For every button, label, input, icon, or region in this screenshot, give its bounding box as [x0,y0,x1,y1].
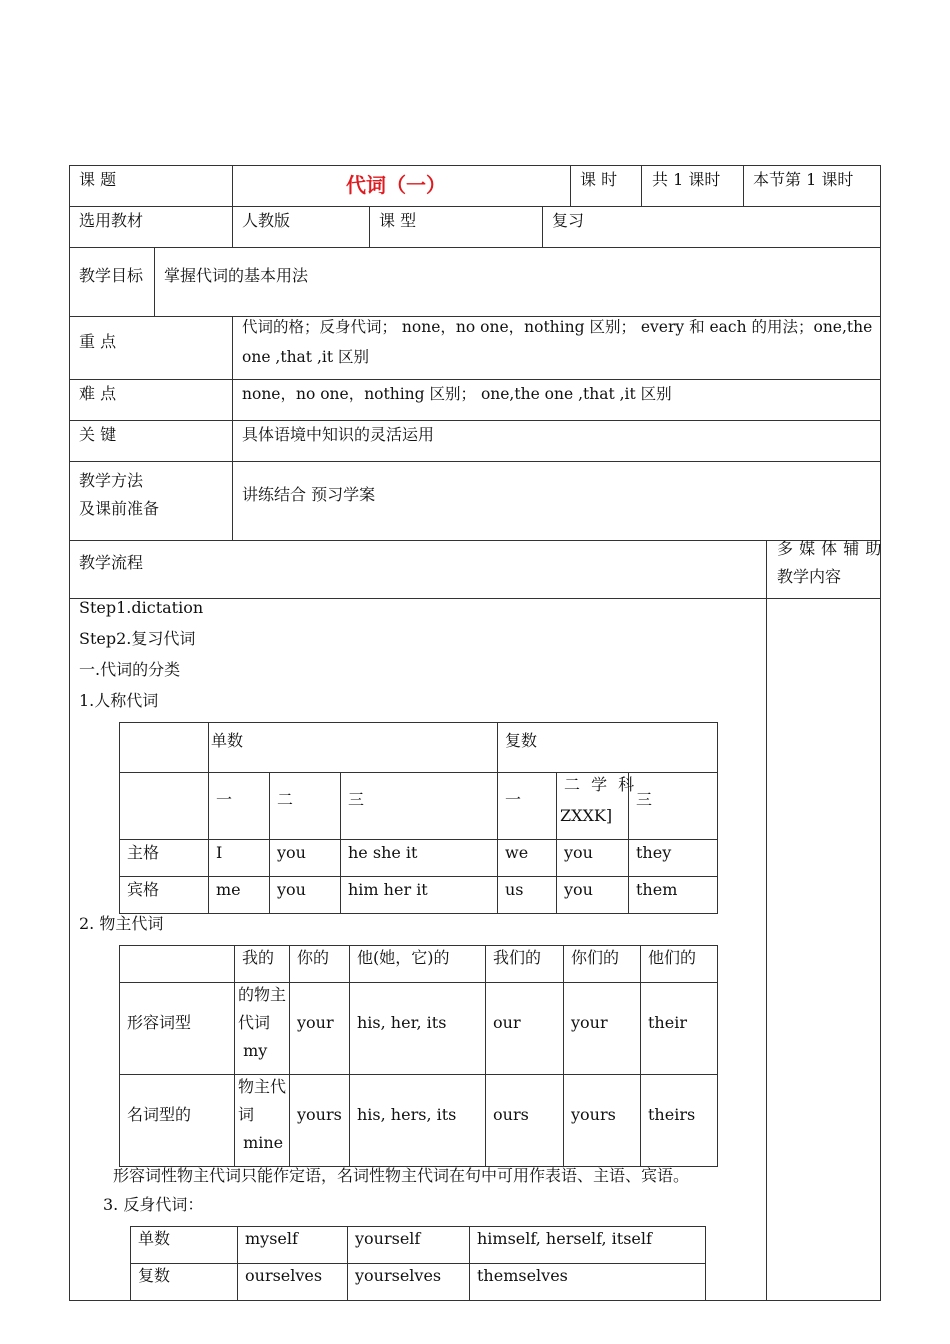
table-cell: his, hers, its [357,1105,457,1124]
key-points-label: 重 点 [79,332,117,351]
method-label-line-2: 及课前准备 [79,499,160,518]
row-label-nominative: 主格 [127,843,160,862]
table-cell: himself, herself, itself [477,1229,652,1248]
possessive-pronouns-heading: 2. 物主代词 [79,914,164,933]
table-cell: you [277,843,306,862]
table-cell: 词 [238,1105,255,1124]
plural-header: 复数 [505,731,538,750]
possessive-header: 他(她，它)的 [357,948,450,967]
table-cell: theirs [648,1105,696,1124]
key-value: 具体语境中知识的灵活运用 [242,425,435,444]
person-header: 二 学 科 [564,775,638,794]
row-label-singular: 单数 [138,1229,171,1248]
table-cell: you [564,843,593,862]
objective-label: 教学目标 [79,266,144,285]
table-cell: mine [238,1133,284,1152]
lesson-type-value: 复习 [552,211,585,230]
person-header: 一 [216,790,233,809]
possessive-header: 你们的 [571,948,620,967]
table-cell: he she it [348,843,418,862]
table-cell: your [297,1013,334,1032]
row-label-noun: 名词型的 [127,1105,192,1124]
table-cell: we [505,843,529,862]
key-points-line-1: 代词的格；反身代词； none，no one，nothing 区别； every 和 each 的用法；one,the [242,318,873,336]
person-header: 三 [348,790,365,809]
table-cell: his, her, its [357,1013,447,1032]
table-cell: me [216,880,241,899]
row-label-plural: 复数 [138,1266,171,1285]
table-cell: him her it [348,880,428,899]
table-cell: ours [493,1105,529,1124]
person-header-extra: ZXXK] [560,806,613,825]
person-header: 三 [636,790,653,809]
possessive-header: 他们的 [648,948,697,967]
media-label-line-2: 教学内容 [777,567,842,586]
lesson-type-label: 课 型 [379,211,417,230]
table-cell: your [571,1013,608,1032]
table-cell: 的物主 [238,985,287,1004]
table-cell: they [636,843,672,862]
table-cell: us [505,880,524,899]
media-label-line-1: 多 媒 体 辅 助 [777,539,882,558]
table-cell: themselves [477,1266,568,1285]
table-cell: yourselves [355,1266,442,1285]
singular-header: 单数 [211,731,244,750]
person-header: 一 [505,790,522,809]
section-heading: 一.代词的分类 [79,660,181,679]
table-cell: yours [297,1105,342,1124]
table-cell: yourself [355,1229,421,1248]
person-header: 二 [277,790,294,809]
row-label-adjective: 形容词型 [127,1013,192,1032]
personal-pronouns-heading: 1.人称代词 [79,691,159,710]
method-value: 讲练结合 预习学案 [242,485,376,504]
textbook-value: 人教版 [242,211,291,230]
possessive-header: 我们的 [493,948,542,967]
process-label: 教学流程 [79,553,144,572]
table-cell: myself [245,1229,298,1248]
row-label-objective: 宾格 [127,880,160,899]
table-cell: you [564,880,593,899]
table-cell: their [648,1013,687,1032]
table-cell: them [636,880,678,899]
total-hours: 共 1 课时 [652,170,721,189]
table-cell: yours [571,1105,616,1124]
possessive-usage-note: 形容词性物主代词只能作定语，名词性物主代词在句中可用作表语、主语、宾语。 [113,1166,690,1185]
class-hours-label: 课 时 [580,170,618,189]
lesson-title: 代词（一） [346,173,446,197]
possessive-header: 我的 [242,948,275,967]
objective-value: 掌握代词的基本用法 [164,266,309,285]
step-2: Step2.复习代词 [79,629,196,648]
table-cell: 物主代 [238,1077,287,1096]
reflexive-pronouns-heading: 3. 反身代词： [103,1195,204,1214]
table-cell: our [493,1013,521,1032]
table-cell: 代词 [238,1013,271,1032]
difficulties-label: 难 点 [79,384,117,403]
table-cell: ourselves [245,1266,323,1285]
difficulties-value: none，no one，nothing 区别； one,the one ,that ,it 区别 [242,385,672,403]
method-label-line-1: 教学方法 [79,471,144,490]
key-points-line-2: one ,that ,it 区别 [242,348,369,366]
current-hour: 本节第 1 课时 [753,170,854,189]
textbook-label: 选用教材 [79,211,144,230]
table-cell: I [216,843,223,862]
topic-label: 课 题 [79,170,117,189]
key-label: 关 键 [79,425,117,444]
table-cell: you [277,880,306,899]
step-1: Step1.dictation [79,598,204,617]
table-cell: my [238,1041,268,1060]
possessive-header: 你的 [297,948,330,967]
